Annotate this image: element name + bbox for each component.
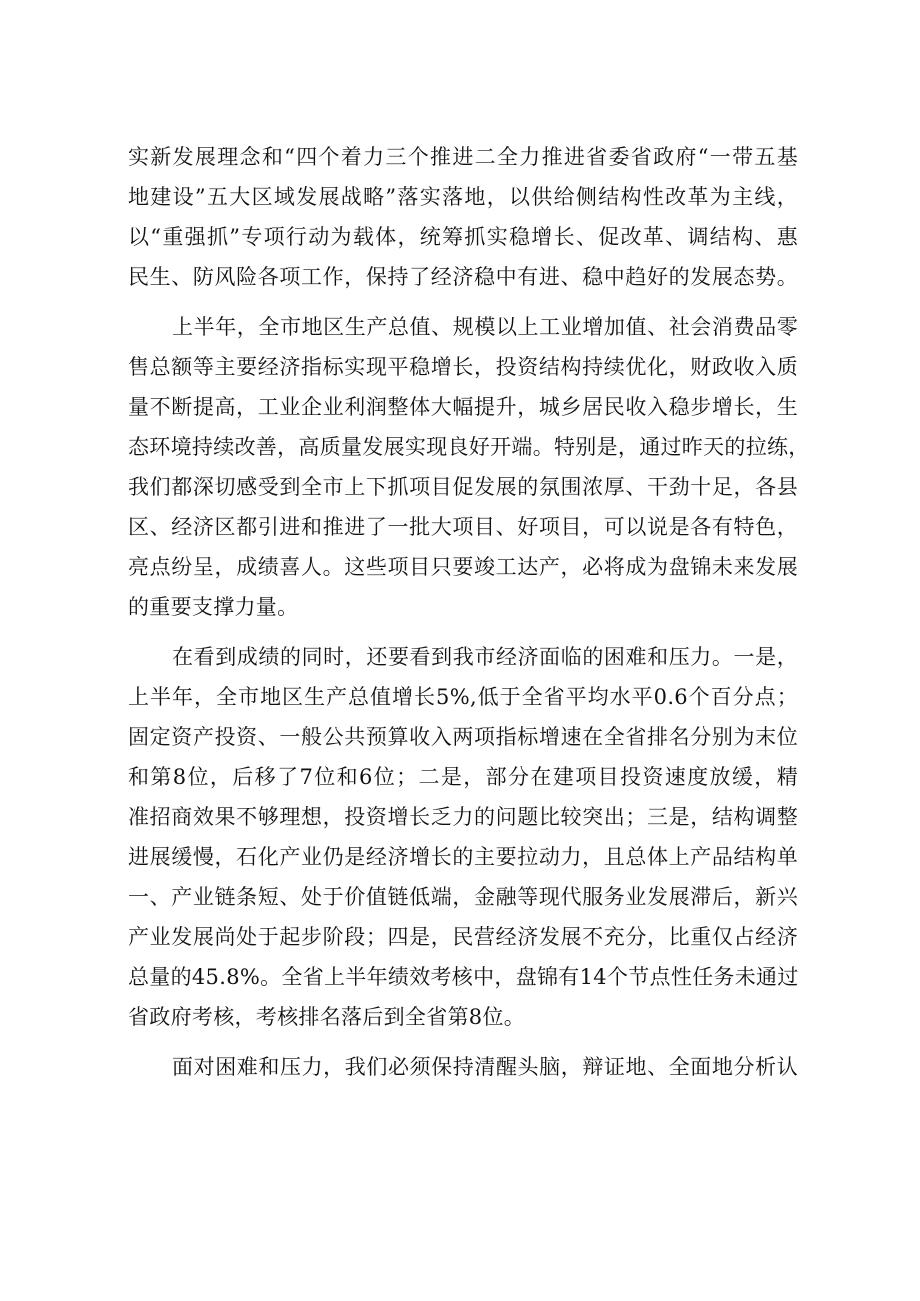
text-line: 我们都深切感受到全市上下抓项目促发展的氛围浓厚、干劲十足，各县	[128, 475, 798, 499]
text-line: 一、产业链条短、处于价值链低端，金融等现代服务业发展滞后，新兴	[128, 885, 798, 909]
text-line: 以“重强抓”专项行动为载体，统筹抓实稳增长、促改革、调结构、惠	[128, 225, 798, 249]
text-line: 实新发展理念和“四个着力三个推进二全力推进省委省政府“一带五基	[128, 145, 798, 169]
paragraph-gap	[128, 297, 798, 307]
text-line: 和第8位，后移了7位和6位；二是，部分在建项目投资速度放缓，精	[128, 765, 798, 789]
text-line: 区、经济区都引进和推进了一批大项目、好项目，可以说是各有特色，	[128, 515, 798, 539]
text-line: 售总额等主要经济指标实现平稳增长，投资结构持续优化，财政收入质	[128, 355, 798, 379]
text-line: 量不断提高，工业企业利润整体大幅提升，城乡居民收入稳步增长，生	[128, 395, 798, 419]
text-line: 民生、防风险各项工作，保持了经济稳中有进、稳中趋好的发展态势。	[128, 265, 798, 289]
paragraph-last-line: 的重要支撑力量。	[128, 595, 299, 619]
text-line: 固定资产投资、一般公共预算收入两项指标增速在全省排名分别为末位	[128, 725, 798, 749]
text-line: 上半年，全市地区生产总值增长5%,低于全省平均水平0.6个百分点；	[128, 685, 798, 709]
document-body	[128, 137, 810, 1087]
paragraph-gap	[128, 627, 798, 637]
text-line: 亮点纷呈，成绩喜人。这些项目只要竣工达产，必将成为盘锦未来发展	[128, 555, 798, 579]
paragraph-last-line: 省政府考核，考核排名落后到全省第8位。	[128, 1005, 526, 1029]
text-line: 产业发展尚处于起步阶段；四是，民营经济发展不充分，比重仅占经济	[128, 925, 798, 949]
paragraph-first-line: 面对困难和压力，我们必须保持清醒头脑，辩证地、全面地分析认	[172, 1055, 798, 1079]
paragraph-first-line: 上半年，全市地区生产总值、规模以上工业增加值、社会消费品零	[172, 315, 798, 339]
paragraph-first-line: 在看到成绩的同时，还要看到我市经济面临的困难和压力。一是，	[172, 645, 798, 669]
text-line: 准招商效果不够理想，投资增长乏力的问题比较突出；三是，结构调整	[128, 805, 798, 829]
text-line: 总量的45.8%。全省上半年绩效考核中，盘锦有14个节点性任务未通过	[128, 965, 799, 989]
text-line: 地建设”五大区域发展战略”落实落地，以供给侧结构性改革为主线，	[128, 185, 798, 209]
text-line: 进展缓慢，石化产业仍是经济增长的主要拉动力，且总体上产品结构单	[128, 845, 798, 869]
text-line: 态环境持续改善，高质量发展实现良好开端。特别是，通过昨天的拉练，	[128, 435, 810, 459]
paragraph-gap	[128, 1037, 798, 1047]
